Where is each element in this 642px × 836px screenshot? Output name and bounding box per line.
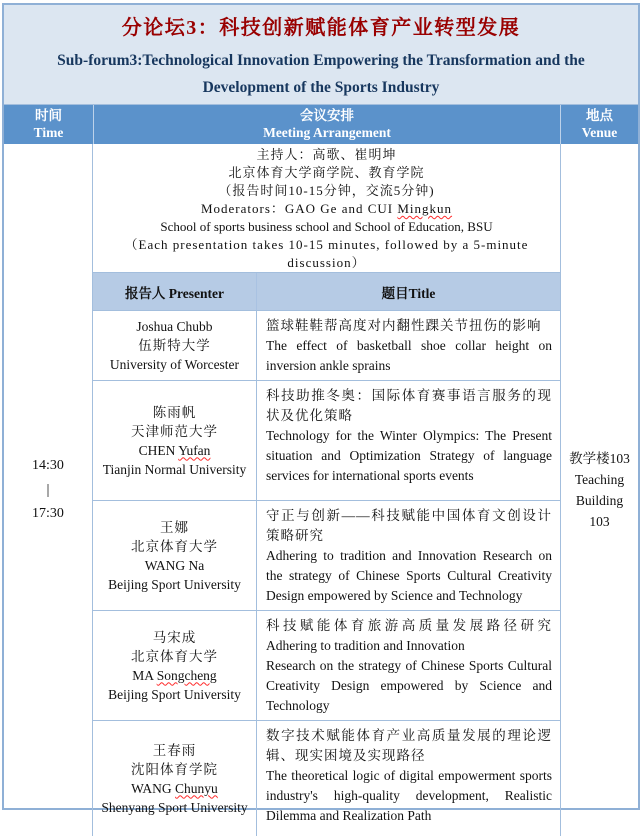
text-segment: The theoretical logic of digital empowerment sports industry's high-quality development, Realistic Dilemma and Realization Path	[266, 768, 552, 823]
column-header-venue-zh: 地点	[586, 108, 613, 123]
presenter-column-header: 报告人 Presenter	[93, 273, 257, 310]
title-paragraph	[266, 726, 552, 766]
table-header-row	[4, 105, 638, 144]
column-header-time-zh: 时间	[35, 108, 62, 123]
time-divider: |	[46, 482, 50, 498]
presenter-line	[95, 422, 254, 441]
text-segment: Technology for the Winter Olympics: The Present situation and Optimization Strategy of language services for international sports events	[266, 428, 552, 483]
text-segment: 篮球鞋鞋帮高度对内翻性踝关节扭伤的影响	[266, 318, 542, 333]
presentation-rows	[93, 311, 560, 836]
presenter-cell	[93, 311, 257, 380]
text-segment: WANG Na	[144, 557, 205, 573]
presenter-line	[95, 666, 254, 685]
text-segment: Beijing Sport University	[108, 576, 241, 592]
presenter-line	[95, 628, 254, 647]
text-segment: 伍斯特大学	[138, 338, 211, 353]
text-segment: Shenyang Sport University	[101, 799, 248, 815]
title-paragraph	[266, 656, 552, 716]
text-segment: 王春雨	[152, 742, 197, 758]
presenter-line	[95, 441, 254, 460]
forum-title-en-line2: Development of the Sports Industry	[202, 79, 440, 96]
column-header-meeting-en: Meeting Arrangement	[263, 125, 391, 140]
presenter-line	[95, 556, 254, 575]
text-segment: 沈阳体育学院	[131, 761, 218, 777]
presenter-cell	[93, 721, 257, 836]
moderator-line	[93, 218, 560, 236]
venue-line: Teaching	[574, 472, 625, 487]
text-segment: 数字技术赋能体育产业高质量发展的理论逻辑、现实困境及实现路径	[266, 728, 552, 763]
text-segment: 陈雨帆	[152, 404, 197, 420]
text-segment: The effect of basketball shoe collar height on inversion ankle sprains	[266, 338, 552, 373]
meeting-arrangement-cell	[93, 144, 560, 836]
forum-title-en-line1: Sub-forum3:Technological Innovation Empowering the Transformation and the	[57, 52, 585, 69]
spellcheck-underlined-word: Chunyu	[175, 780, 218, 796]
text-segment: 北京体育大学	[131, 538, 218, 554]
text-segment: School of sports business school and School of Education, BSU	[160, 219, 493, 234]
presentation-row	[93, 501, 560, 611]
text-segment: Adhering to tradition and Innovation	[266, 638, 465, 653]
text-segment: Tianjin Normal University	[102, 461, 247, 477]
column-header-meeting	[93, 105, 560, 144]
title-paragraph	[266, 316, 552, 336]
presenter-line	[95, 647, 254, 666]
venue-line: 103	[589, 514, 610, 529]
column-header-venue	[560, 105, 638, 144]
presenter-cell	[93, 501, 257, 610]
moderator-line	[93, 182, 560, 200]
text-segment: 王娜	[160, 519, 189, 535]
presentation-row	[93, 721, 560, 836]
title-paragraph	[266, 766, 552, 826]
text-segment: University of Worcester	[109, 357, 240, 372]
presenter-line	[95, 460, 254, 479]
presenter-line	[95, 317, 254, 336]
venue-line: Building	[575, 493, 624, 508]
title-cell	[257, 311, 560, 380]
time-start: 14:30	[32, 458, 64, 473]
text-segment: 科技赋能体育旅游高质量发展路径研究	[266, 618, 552, 633]
text-segment: 科技助推冬奥：国际体育赛事语言服务的现状及优化策略	[266, 388, 552, 423]
moderator-line	[93, 236, 560, 272]
title-band	[4, 5, 638, 105]
moderator-block	[93, 144, 560, 273]
column-header-time-en: Time	[33, 125, 64, 140]
text-segment: 主持人：高歌、崔明坤	[256, 147, 397, 162]
presenter-line	[95, 336, 254, 355]
title-paragraph	[266, 616, 552, 636]
text-segment: （Each presentation takes 10-15 minutes, followed by a 5-minute discussion）	[124, 237, 529, 270]
text-segment: 马宋成	[152, 629, 197, 645]
moderator-line	[93, 200, 560, 218]
title-column-header: 题目Title	[381, 285, 436, 301]
presentations-header-row	[93, 273, 560, 311]
spellcheck-underlined-word: Songcheng	[156, 667, 217, 683]
spellcheck-underlined-word: Mingkun	[397, 201, 453, 216]
table-body	[4, 144, 638, 836]
text-segment: Moderators：GAO Ge and CUI	[200, 201, 398, 216]
forum-title-zh: 分论坛3：科技创新赋能体育产业转型发展	[121, 17, 521, 39]
title-paragraph	[266, 336, 552, 376]
text-segment: MA	[132, 667, 157, 683]
column-header-time	[4, 105, 93, 144]
title-paragraph	[266, 506, 552, 546]
presenter-line	[95, 760, 254, 779]
presenter-line	[95, 537, 254, 556]
title-cell	[257, 721, 560, 836]
presenter-cell	[93, 381, 257, 500]
title-paragraph	[266, 546, 552, 606]
text-segment: 北京体育大学	[131, 648, 218, 664]
text-segment: 天津师范大学	[131, 423, 218, 439]
text-segment: CHEN	[138, 442, 179, 458]
text-segment: Joshua Chubb	[136, 319, 213, 334]
title-cell	[257, 381, 560, 500]
text-segment: Adhering to tradition and Innovation Research on the strategy of Chinese Sports Cultural Creativity Design empowered by Science and Technology	[266, 548, 552, 603]
text-segment: Beijing Sport University	[108, 686, 241, 702]
time-end: 17:30	[32, 506, 64, 521]
presenter-line	[95, 741, 254, 760]
title-paragraph	[266, 426, 552, 486]
schedule-table	[2, 3, 640, 823]
venue-cell	[560, 144, 638, 836]
venue-line: 教学楼103	[569, 451, 630, 466]
text-segment: Research on the strategy of Chinese Sports Cultural Creativity Design empowered by Science and Technology	[266, 658, 552, 713]
title-cell	[257, 501, 560, 610]
column-header-meeting-zh: 会议安排	[300, 108, 354, 123]
text-segment: 守正与创新——科技赋能中国体育文创设计策略研究	[266, 508, 552, 543]
title-paragraph	[266, 386, 552, 426]
presenter-line	[95, 403, 254, 422]
presenter-line	[95, 779, 254, 798]
presenter-line	[95, 575, 254, 594]
text-segment: WANG	[131, 780, 176, 796]
moderator-line	[93, 146, 560, 164]
title-cell	[257, 611, 560, 720]
presentation-row	[93, 381, 560, 501]
time-range-cell	[4, 144, 93, 836]
presenter-cell	[93, 611, 257, 720]
presentation-row	[93, 611, 560, 721]
column-header-venue-en: Venue	[581, 125, 618, 140]
text-segment: 北京体育大学商学院、教育学院	[228, 165, 425, 180]
presenter-line	[95, 685, 254, 704]
presenter-line	[95, 355, 254, 374]
moderator-line	[93, 164, 560, 182]
title-paragraph	[266, 636, 552, 656]
spellcheck-underlined-word: Yufan	[178, 442, 211, 458]
text-segment: （报告时间10-15分钟，交流5分钟)	[218, 183, 435, 198]
presentation-row	[93, 311, 560, 381]
presenter-line	[95, 518, 254, 537]
